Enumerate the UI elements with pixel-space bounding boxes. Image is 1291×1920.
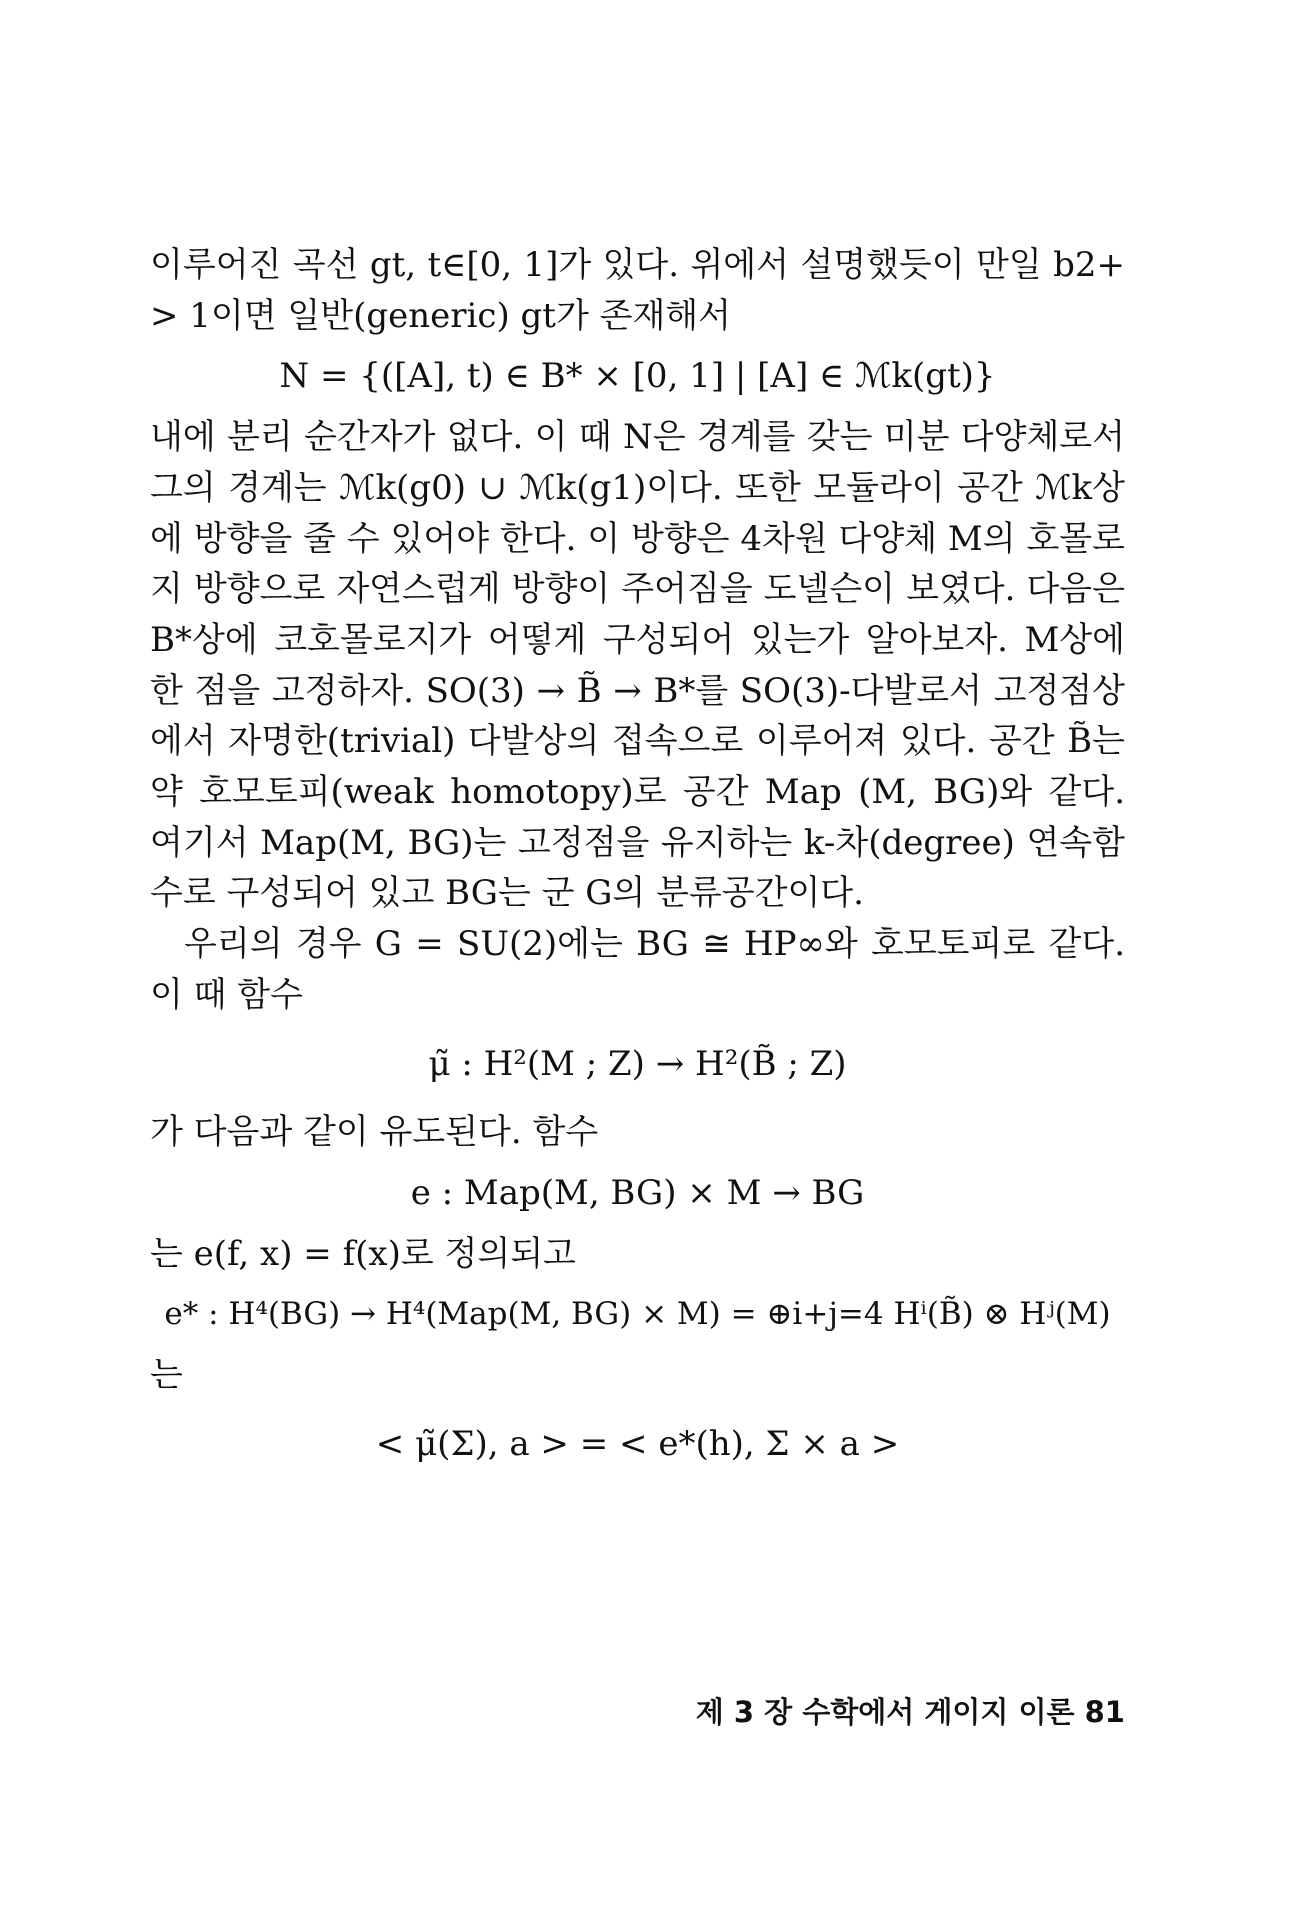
equation-pairing: < μ̃(Σ), a > = < e*(h), Σ × a > xyxy=(375,1423,900,1464)
equation-e-star: e* : H⁴(BG) → H⁴(Map(M, BG) × M) = ⊕i+j=4 Hⁱ(B̃) ⊗ Hʲ(M) xyxy=(164,1296,1111,1333)
paragraph-6: 는 xyxy=(150,1355,183,1396)
paragraph-1: 이루어진 곡선 gt, t∈[0, 1]가 있다. 위에서 설명했듯이 만일 b2+ > 1이면 일반(generic) gt가 존재해서 xyxy=(150,245,1125,336)
paragraph-3: 우리의 경우 G = SU(2)에는 BG ≅ HP∞와 호모토피로 같다. 이 때 함수 xyxy=(150,924,1125,1015)
paragraph-5: 는 e(f, x) = f(x)로 정의되고 xyxy=(150,1233,576,1274)
paragraph-2: 내에 분리 순간자가 없다. 이 때 N은 경계를 갖는 미분 다양체로서 그의 경계는 ℳk(g0) ∪ ℳk(g1)이다. 또한 모듈라이 공간 ℳk상에 방향을 줄 수 있어야 한다. 이 방향은 4차원 다양체 M의 호몰로지 방향으로 자연스럽게 방향이 주어짐을 도넬슨이 보였다. 다음은 B*상에 코호몰로지가 어떻게 구성되어 있는가 알아보자. M상에 한 점을 고정하자. SO(3) → B̃ → B*를 SO(3)-다발로서 고정점상에서 자명한(trivial) 다발상의 접속으로 이루어져 있다. 공간 B̃는 약 호모토피(weak homotopy)로 공간 Map (M, BG)와 같다. 여기서 Map(M, BG)는 고정점을 유지하는 k-차(degree) 연속함수로 구성되어 있고 BG는 군 G의 분류공간이다. xyxy=(150,417,1125,914)
page-footer: 제 3 장 수학에서 게이지 이론 81 xyxy=(695,1695,1125,1729)
equation-mu-map: μ̃ : H²(M ; Z) → H²(B̃ ; Z) xyxy=(428,1043,847,1084)
body-text xyxy=(150,240,1125,1487)
equation-e-map: e : Map(M, BG) × M → BG xyxy=(410,1172,865,1213)
paragraph-4: 가 다음과 같이 유도된다. 함수 xyxy=(150,1112,599,1153)
equation-n-definition: N = {([A], t) ∈ B* × [0, 1] | [A] ∈ ℳk(gt)} xyxy=(279,356,996,397)
